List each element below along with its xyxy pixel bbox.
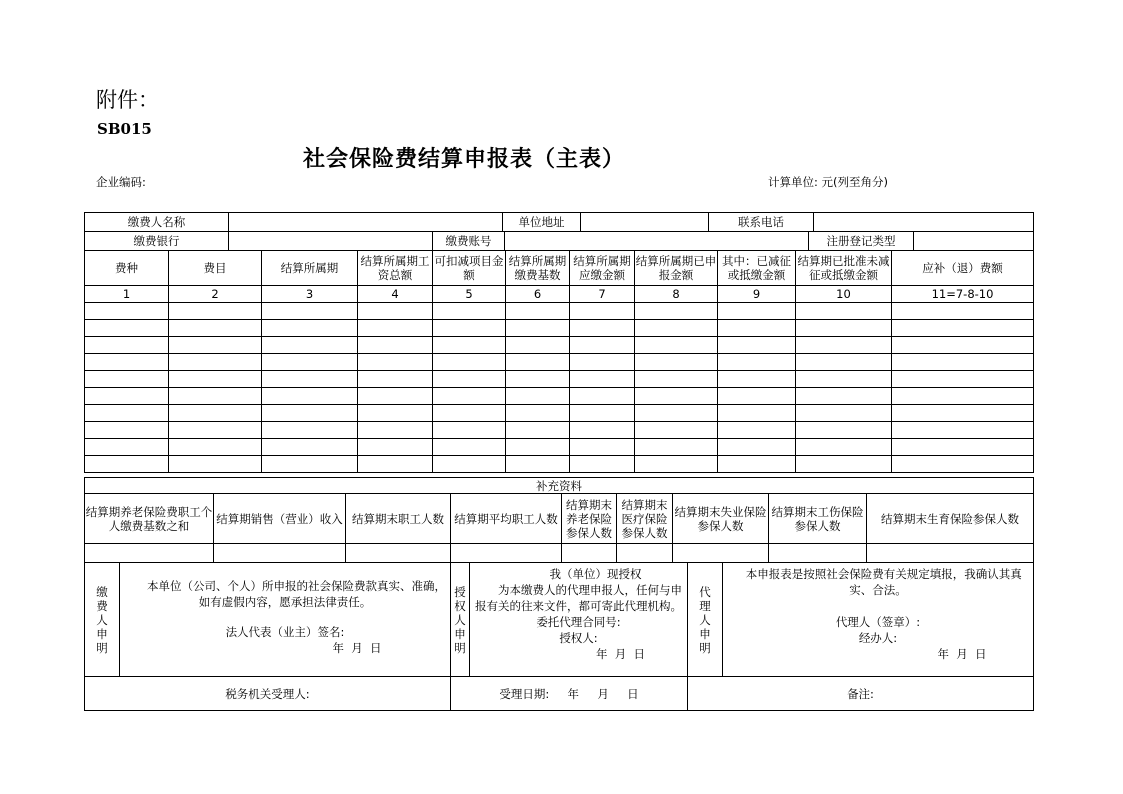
bank-field[interactable] xyxy=(229,232,433,251)
column-number-cell: 9 xyxy=(718,286,796,303)
agent-declaration-text: 代理人申明 xyxy=(699,584,711,655)
entry-cell[interactable] xyxy=(85,388,169,405)
main-header-cell: 结算所属期工资总额 xyxy=(358,251,433,286)
entry-cell[interactable] xyxy=(892,303,1034,320)
entry-cell[interactable] xyxy=(570,320,635,337)
agent-declaration-label xyxy=(688,563,723,677)
payer-declaration-body: 本单位（公司、个人）所申报的社会保险费款真实、准确，如有虚假内容，愿承担法律责任。 xyxy=(147,579,446,609)
entry-cell[interactable] xyxy=(433,371,506,388)
main-header-cell: 可扣减项目金额 xyxy=(433,251,506,286)
supplement-header-cell: 结算期末工伤保险参保人数 xyxy=(769,494,867,544)
declaration-table xyxy=(84,562,1034,711)
entry-cell[interactable] xyxy=(796,456,892,473)
entry-cell[interactable] xyxy=(433,405,506,422)
entry-cell[interactable] xyxy=(796,439,892,456)
entry-cell[interactable] xyxy=(433,354,506,371)
main-header-cell: 结算所属期已申报金额 xyxy=(635,251,718,286)
entry-cell[interactable] xyxy=(262,320,358,337)
supplement-entry-cell[interactable] xyxy=(214,544,346,563)
entry-cell[interactable] xyxy=(358,405,433,422)
entry-cell[interactable] xyxy=(433,320,506,337)
entry-cell[interactable] xyxy=(506,371,570,388)
column-number-cell: 11=7-8-10 xyxy=(892,286,1034,303)
entry-cell[interactable] xyxy=(635,371,718,388)
entry-cell[interactable] xyxy=(718,439,796,456)
entry-cell[interactable] xyxy=(506,405,570,422)
entry-cell[interactable] xyxy=(506,422,570,439)
entry-cell[interactable] xyxy=(262,303,358,320)
legal-rep-signature[interactable]: 法人代表（业主）签名: xyxy=(225,625,345,639)
entry-cell[interactable] xyxy=(433,337,506,354)
supplement-header-cell: 结算期养老保险费职工个人缴费基数之和 xyxy=(85,494,214,544)
entry-cell[interactable] xyxy=(358,371,433,388)
entry-cell[interactable] xyxy=(262,371,358,388)
entry-cell[interactable] xyxy=(570,439,635,456)
supplement-header-cell: 结算期末养老保险参保人数 xyxy=(562,494,617,544)
supplement-header-cell: 结算期末职工人数 xyxy=(346,494,451,544)
entry-cell[interactable] xyxy=(262,439,358,456)
column-number-cell: 3 xyxy=(262,286,358,303)
auth-declaration-label xyxy=(451,563,470,677)
main-header-cell: 应补（退）费额 xyxy=(892,251,1034,286)
entry-cell[interactable] xyxy=(796,422,892,439)
table-row xyxy=(85,371,1034,388)
supplement-entry-cell[interactable] xyxy=(769,544,867,563)
entry-cell[interactable] xyxy=(358,456,433,473)
main-header-cell: 结算所属期缴费基数 xyxy=(506,251,570,286)
auth-declaration-text: 授权人申明 xyxy=(454,584,466,655)
entry-cell[interactable] xyxy=(506,388,570,405)
account-label: 缴费账号 xyxy=(433,232,505,251)
bank-info-table xyxy=(84,231,1034,251)
phone-field[interactable] xyxy=(814,213,1034,232)
agent-declaration-block xyxy=(723,563,1034,677)
accept-date-label: 受理日期: 年 月 日 xyxy=(499,686,639,701)
entry-cell[interactable] xyxy=(635,439,718,456)
entry-cell[interactable] xyxy=(169,439,262,456)
entry-cell[interactable] xyxy=(169,456,262,473)
column-number-cell: 6 xyxy=(506,286,570,303)
entry-cell[interactable] xyxy=(570,303,635,320)
table-row xyxy=(85,388,1034,405)
entry-cell[interactable] xyxy=(358,439,433,456)
column-number-cell: 2 xyxy=(169,286,262,303)
entry-cell[interactable] xyxy=(635,405,718,422)
supplement-entry-cell[interactable] xyxy=(617,544,673,563)
settlement-table xyxy=(84,250,1034,473)
main-header-cell: 费目 xyxy=(169,251,262,286)
supplement-title: 补充资料 xyxy=(85,478,1034,494)
table-row xyxy=(85,439,1034,456)
entry-cell[interactable] xyxy=(892,405,1034,422)
phone-label: 联系电话 xyxy=(709,213,814,232)
entry-cell[interactable] xyxy=(262,405,358,422)
entry-cell[interactable] xyxy=(358,320,433,337)
entry-cell[interactable] xyxy=(85,320,169,337)
entry-cell[interactable] xyxy=(262,422,358,439)
supplement-entry-cell[interactable] xyxy=(451,544,562,563)
supplement-header-cell: 结算期平均职工人数 xyxy=(451,494,562,544)
supplement-entry-cell[interactable] xyxy=(673,544,769,563)
entry-cell[interactable] xyxy=(85,337,169,354)
entry-cell[interactable] xyxy=(718,456,796,473)
entry-cell[interactable] xyxy=(85,303,169,320)
entry-cell[interactable] xyxy=(169,388,262,405)
receiver-label: 税务机关受理人: xyxy=(225,686,310,701)
auth-date[interactable]: 年 月 日 xyxy=(595,647,646,661)
entry-cell[interactable] xyxy=(262,388,358,405)
entry-cell[interactable] xyxy=(892,439,1034,456)
entry-cell[interactable] xyxy=(570,371,635,388)
entry-cell[interactable] xyxy=(635,320,718,337)
column-number-cell: 1 xyxy=(85,286,169,303)
accept-date-field[interactable] xyxy=(451,677,688,711)
payer-name-field[interactable] xyxy=(229,213,503,232)
table-row xyxy=(85,303,1034,320)
entry-cell[interactable] xyxy=(796,388,892,405)
entry-cell[interactable] xyxy=(718,422,796,439)
entry-cell[interactable] xyxy=(635,337,718,354)
entry-cell[interactable] xyxy=(262,354,358,371)
supplement-header-cell: 结算期销售（营业）收入 xyxy=(214,494,346,544)
entry-cell[interactable] xyxy=(570,456,635,473)
entry-cell[interactable] xyxy=(796,303,892,320)
entry-cell[interactable] xyxy=(892,388,1034,405)
payer-date[interactable]: 年 月 日 xyxy=(332,641,382,655)
attachment-label: 附件： xyxy=(96,88,159,112)
table-row xyxy=(85,405,1034,422)
entry-cell[interactable] xyxy=(892,456,1034,473)
column-number-cell: 8 xyxy=(635,286,718,303)
entry-cell[interactable] xyxy=(169,303,262,320)
entry-cell[interactable] xyxy=(796,405,892,422)
entry-cell[interactable] xyxy=(506,320,570,337)
remarks-field[interactable] xyxy=(688,677,1034,711)
reg-type-label: 注册登记类型 xyxy=(809,232,914,251)
remarks-label: 备注: xyxy=(847,686,874,701)
entry-cell[interactable] xyxy=(169,405,262,422)
supplement-header-cell: 结算期末医疗保险参保人数 xyxy=(617,494,673,544)
entry-cell[interactable] xyxy=(506,337,570,354)
entry-cell[interactable] xyxy=(635,456,718,473)
table-row xyxy=(85,422,1034,439)
form-code: SB015 xyxy=(97,120,152,138)
entry-cell[interactable] xyxy=(570,337,635,354)
entry-cell[interactable] xyxy=(85,422,169,439)
entry-cell[interactable] xyxy=(262,337,358,354)
table-row xyxy=(85,320,1034,337)
supplement-header-cell: 结算期末生育保险参保人数 xyxy=(867,494,1034,544)
main-header-cell: 结算期已批准未减征或抵缴金额 xyxy=(796,251,892,286)
payer-declaration-text: 缴费人申明 xyxy=(96,584,108,655)
entry-cell[interactable] xyxy=(506,303,570,320)
entry-cell[interactable] xyxy=(796,320,892,337)
page-title: 社会保险费结算申报表（主表） xyxy=(303,146,626,172)
column-number-cell: 4 xyxy=(358,286,433,303)
entry-cell[interactable] xyxy=(433,303,506,320)
entry-cell[interactable] xyxy=(635,354,718,371)
calc-unit-label: 计算单位: 元(列至角分) xyxy=(768,175,889,189)
supplement-entry-cell[interactable] xyxy=(562,544,617,563)
main-header-cell: 结算所属期 xyxy=(262,251,358,286)
entry-cell[interactable] xyxy=(85,439,169,456)
entry-cell[interactable] xyxy=(169,354,262,371)
entry-cell[interactable] xyxy=(169,320,262,337)
entry-cell[interactable] xyxy=(570,354,635,371)
entry-cell[interactable] xyxy=(358,354,433,371)
table-row xyxy=(85,337,1034,354)
enterprise-code-label: 企业编码: xyxy=(96,175,146,189)
auth-line1: 我（单位）现授权 xyxy=(549,567,642,581)
entry-cell[interactable] xyxy=(506,456,570,473)
entry-cell[interactable] xyxy=(262,456,358,473)
entry-cell[interactable] xyxy=(506,354,570,371)
agent-declaration-body: 本申报表是按照社会保险费有关规定填报，我确认其真实、合法。 xyxy=(745,567,1022,597)
reg-type-field[interactable] xyxy=(914,232,1034,251)
payer-declaration-block xyxy=(120,563,451,677)
entry-cell[interactable] xyxy=(570,422,635,439)
entry-cell[interactable] xyxy=(796,337,892,354)
payer-info-table xyxy=(84,212,1034,232)
payer-name-label: 缴费人名称 xyxy=(85,213,229,232)
entry-cell[interactable] xyxy=(796,354,892,371)
entry-cell[interactable] xyxy=(718,388,796,405)
contract-no[interactable]: 委托代理合同号: xyxy=(536,615,621,629)
column-number-cell: 10 xyxy=(796,286,892,303)
supplement-entry-cell[interactable] xyxy=(346,544,451,563)
handler[interactable]: 经办人: xyxy=(858,631,898,645)
authorizer[interactable]: 授权人: xyxy=(559,631,598,645)
entry-cell[interactable] xyxy=(358,422,433,439)
supplement-entry-cell[interactable] xyxy=(85,544,214,563)
account-field[interactable] xyxy=(505,232,809,251)
supplement-entry-cell[interactable] xyxy=(867,544,1034,563)
entry-cell[interactable] xyxy=(892,354,1034,371)
entry-cell[interactable] xyxy=(718,320,796,337)
entry-cell[interactable] xyxy=(635,388,718,405)
entry-cell[interactable] xyxy=(85,354,169,371)
entry-cell[interactable] xyxy=(169,337,262,354)
entry-cell[interactable] xyxy=(433,456,506,473)
entry-cell[interactable] xyxy=(892,422,1034,439)
auth-line2: 为本缴费人的代理申报人，任何与申报有关的往来文件，都可寄此代理机构。 xyxy=(475,583,682,613)
address-label: 单位地址 xyxy=(503,213,581,232)
entry-cell[interactable] xyxy=(892,371,1034,388)
agent-signature[interactable]: 代理人（签章）: xyxy=(835,615,921,629)
supplement-table xyxy=(84,477,1034,563)
entry-cell[interactable] xyxy=(169,422,262,439)
entry-cell[interactable] xyxy=(85,371,169,388)
main-header-cell: 费种 xyxy=(85,251,169,286)
bank-label: 缴费银行 xyxy=(85,232,229,251)
entry-cell[interactable] xyxy=(358,388,433,405)
entry-cell[interactable] xyxy=(433,422,506,439)
entry-cell[interactable] xyxy=(169,371,262,388)
column-number-cell: 5 xyxy=(433,286,506,303)
entry-cell[interactable] xyxy=(358,337,433,354)
main-header-cell: 结算所属期应缴金额 xyxy=(570,251,635,286)
entry-cell[interactable] xyxy=(718,354,796,371)
agent-date[interactable]: 年 月 日 xyxy=(937,647,987,661)
table-row xyxy=(85,456,1034,473)
entry-cell[interactable] xyxy=(718,303,796,320)
table-row xyxy=(85,354,1034,371)
entry-cell[interactable] xyxy=(892,337,1034,354)
entry-cell[interactable] xyxy=(718,405,796,422)
entry-cell[interactable] xyxy=(718,337,796,354)
auth-declaration-block xyxy=(470,563,688,677)
address-field[interactable] xyxy=(581,213,709,232)
supplement-header-cell: 结算期末失业保险参保人数 xyxy=(673,494,769,544)
entry-cell[interactable] xyxy=(892,320,1034,337)
entry-cell[interactable] xyxy=(635,303,718,320)
column-number-cell: 7 xyxy=(570,286,635,303)
entry-cell[interactable] xyxy=(570,388,635,405)
entry-cell[interactable] xyxy=(718,371,796,388)
main-header-cell: 其中：已减征或抵缴金额 xyxy=(718,251,796,286)
entry-cell[interactable] xyxy=(433,439,506,456)
entry-cell[interactable] xyxy=(796,371,892,388)
entry-cell[interactable] xyxy=(570,405,635,422)
entry-cell[interactable] xyxy=(85,405,169,422)
receiver-field[interactable] xyxy=(85,677,451,711)
entry-cell[interactable] xyxy=(358,303,433,320)
entry-cell[interactable] xyxy=(433,388,506,405)
payer-declaration-label xyxy=(85,563,120,677)
entry-cell[interactable] xyxy=(506,439,570,456)
entry-cell[interactable] xyxy=(85,456,169,473)
entry-cell[interactable] xyxy=(635,422,718,439)
